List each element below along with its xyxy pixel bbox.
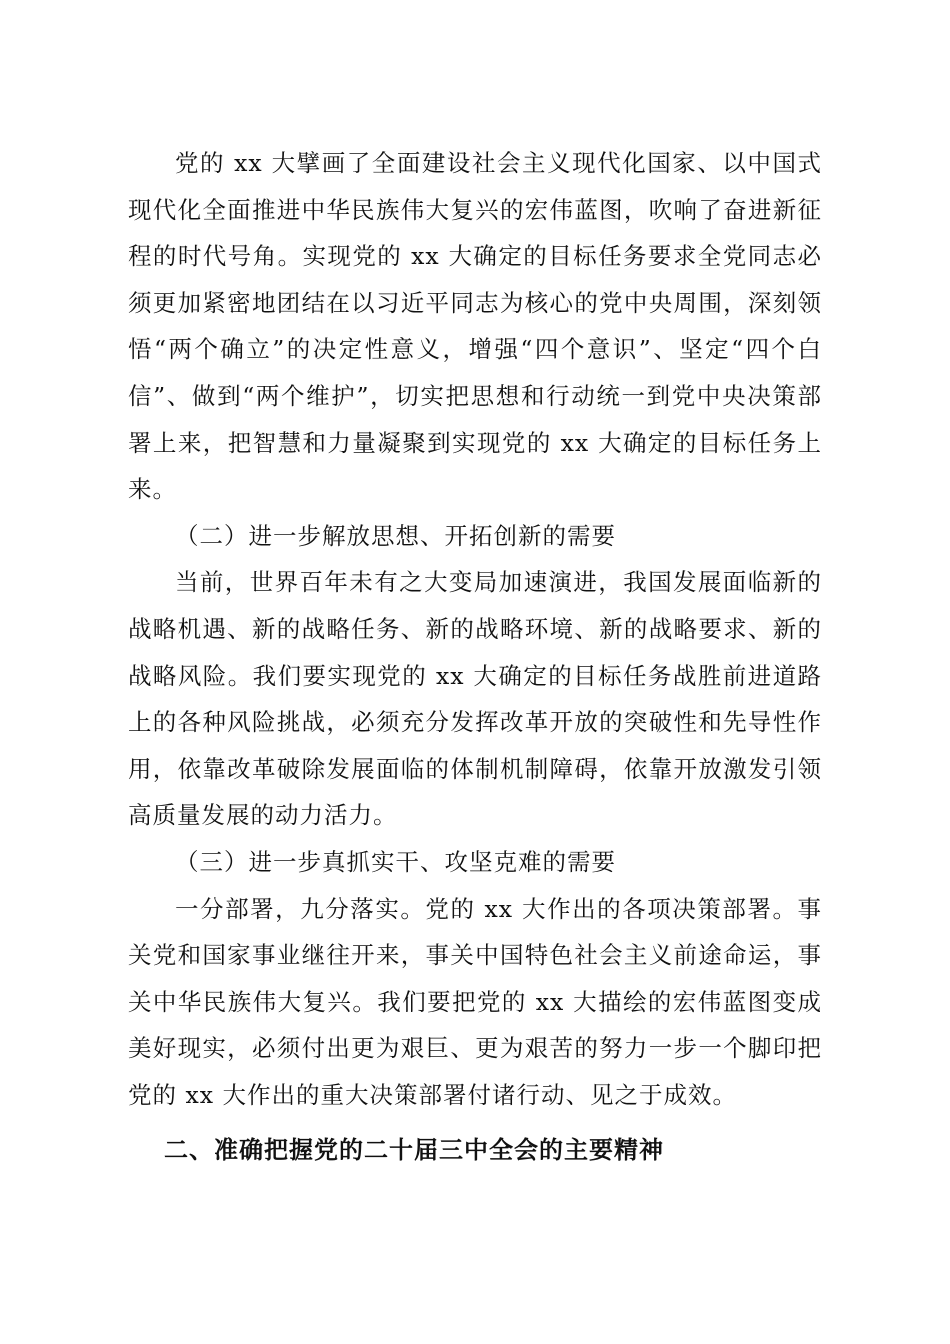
body-paragraph-three: 一分部署，九分落实。党的 xx 大作出的各项决策部署。事关党和国家事业继往开来，事关中国特色社会主义前途命运，事关中华民族伟大复兴。我们要把党的 xx 大描绘的宏伟蓝图变成美好现实，必须付出更为艰巨、更为艰苦的努力一步一个脚印把党的 xx 大作出的重大决策部署付诸行动、见之于成效。 (128, 894, 822, 1109)
body-paragraph-intro: 党的 xx 大擘画了全面建设社会主义现代化国家、以中国式现代化全面推进中华民族伟大复兴的宏伟蓝图，吹响了奋进新征程的时代号角。实现党的 xx 大确定的目标任务要求全党同志必须更加紧密地团结在以习近平同志为核心的党中央周围，深刻领悟“两个确立”的决定性意义，增强“四个意识”、坚定“四个白信”、做到“两个维护”，切实把思想和行动统一到党中央决策部署上来，把智慧和力量凝聚到实现党的 xx 大确定的目标任务上来。 (128, 149, 822, 504)
subheading-two: （二）进一步解放思想、开拓创新的需要 (175, 521, 616, 550)
body-paragraph-two: 当前，世界百年未有之大变局加速演进，我国发展面临新的战略机遇、新的战略任务、新的战略环境、新的战略要求、新的战略风险。我们要实现党的 xx 大确定的目标任务战胜前进道路上的各种风险挑战，必须充分发挥改革开放的突破性和先导性作用，依靠改革破除发展面临的体制机制障碍，依靠开放激发引领高质量发展的动力活力。 (128, 568, 822, 830)
document-body (128, 140, 822, 1176)
subheading-three: （三）进一步真抓实干、攻坚克难的需要 (175, 847, 616, 876)
section-heading-two: 二、准确把握党的二十届三中全会的主要精神 (164, 1136, 664, 1165)
